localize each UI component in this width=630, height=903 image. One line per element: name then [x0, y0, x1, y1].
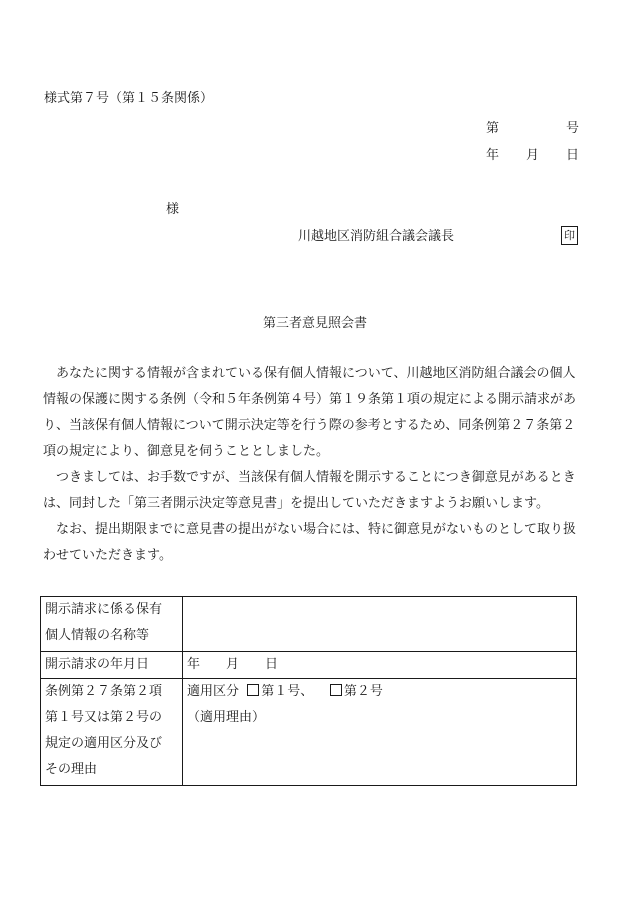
date-month-label: 月	[526, 148, 540, 163]
body-paragraph: なお、提出期限までに意見書の提出がない場合には、特に御意見がないものとして取り扱わせていただきます。	[43, 522, 577, 563]
option2-label: 第２号	[343, 684, 383, 699]
request-date-value[interactable]	[183, 652, 577, 679]
info-table	[40, 596, 577, 786]
date-day-label: 日	[566, 148, 580, 163]
sender-name: 川越地区消防組合議会議長	[298, 229, 455, 244]
label-line: 条例第２７条第２項	[45, 684, 163, 699]
request-date-label: 開示請求の年月日	[41, 652, 183, 679]
table-row	[41, 679, 577, 786]
form-number: 様式第７号（第１５条関係）	[44, 91, 214, 106]
label-line: その理由	[45, 762, 98, 777]
label-line: 第１号又は第２号の	[45, 710, 163, 725]
option2-checkbox[interactable]	[330, 684, 342, 696]
table-row	[41, 597, 577, 652]
personal-info-name-label	[41, 597, 183, 652]
body-paragraph: つきましては、お手数ですが、当該保有個人情報を開示することにつき御意見があるときは、同封した「第三者開示決定等意見書」を提出していただきますようお願いします。	[43, 470, 576, 511]
addressee-suffix: 様	[166, 202, 180, 217]
label-line: 規定の適用区分及び	[45, 736, 163, 751]
document-number-prefix: 第	[486, 121, 500, 136]
category-label: 適用区分	[187, 684, 240, 699]
table-row	[41, 652, 577, 679]
request-date-month: 月	[226, 657, 240, 672]
seal-mark: 印	[561, 226, 578, 245]
request-date-year: 年	[187, 657, 201, 672]
body-paragraph: あなたに関する情報が含まれている保有個人情報について、川越地区消防組合議会の個人情報の保護に関する条例（令和５年条例第４号）第１９条第１項の規定による開示請求があり、当該保有個人情報について開示決定等を行う際の参考とするため、同条例第２７条第２項の規定により、御意見を伺うこととしました。	[43, 366, 577, 459]
applicable-category-value	[183, 679, 577, 786]
personal-info-name-value[interactable]	[183, 597, 577, 652]
request-date-day: 日	[265, 657, 279, 672]
document-number-suffix: 号	[566, 121, 580, 136]
applicable-category-label	[41, 679, 183, 786]
body-text	[43, 361, 583, 569]
category-options	[187, 679, 572, 705]
option1-checkbox[interactable]	[247, 684, 259, 696]
reason-label: （適用理由）	[187, 710, 266, 725]
date-year-label: 年	[486, 148, 500, 163]
label-line: 個人情報の名称等	[45, 628, 150, 643]
document-title: 第三者意見照会書	[262, 316, 367, 331]
option1-label: 第１号、	[261, 684, 314, 699]
label-line: 開示請求に係る保有	[45, 602, 163, 617]
